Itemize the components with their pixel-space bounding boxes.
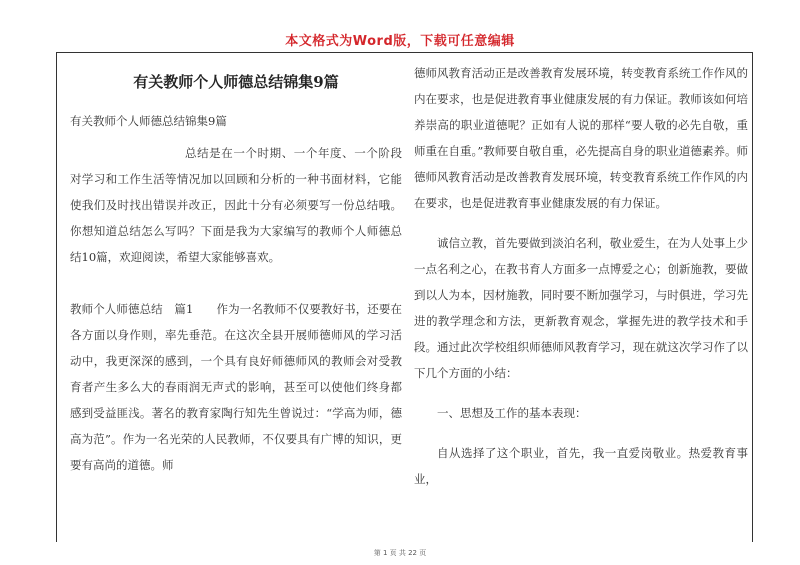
paragraph-gap: [70, 270, 402, 296]
page-number-footer: 第 1 页 共 22 页: [373, 549, 427, 557]
paragraph-gap: [414, 426, 748, 440]
intro-paragraph: 总结是在一个时期、一个年度、一个阶段对学习和工作生活等情况加以回顾和分析的一种书面材料，它能使我们及时找出错误并改正，因此十分有必须要写一份总结哦。你想知道总结怎么写吗？下面是我为大家编写的教师个人师德总结10篇，欢迎阅读，希望大家能够喜欢。: [70, 146, 402, 264]
right-paragraph-2: 诚信立教，首先要做到淡泊名利，敬业爱生，在为人处事上少一点名利之心，在教书育人方面多一点博爱之心；创新施教，要做到以人为本，因材施教，同时要不断加强学习，与时俱进，学习先进的教学理念和方法，更新教育观念，掌握先进的教学技术和手段。通过此次学校组织师德师风教育学习，现在就这次学习作了以下几个方面的小结：: [414, 236, 748, 380]
paragraph-gap: [414, 386, 748, 400]
top-border-line: [56, 52, 752, 53]
section-1-paragraph: 教师个人师德总结 篇1 作为一名教师不仅要教好书，还要在各方面以身作则，率先垂范。在这次全县开展师德师风的学习活动中，我更深深的感到，一个具有良好师德师风的教师会对受教育者产生多么大的春雨润无声式的影响，甚至可以使他们终身都感到受益匪浅。著名的教育家陶行知先生曾说过：“学高为师，德高为范”。作为一名光荣的人民教师，不仅要具有广博的知识，更要有高尚的道德。师: [70, 302, 402, 472]
paragraph-gap: [414, 216, 748, 230]
section-heading: 一、思想及工作的基本表现：: [437, 406, 587, 420]
left-border-line: [56, 52, 57, 542]
right-border-line: [752, 52, 753, 542]
right-paragraph-3: 自从选择了这个职业，首先，我一直爱岗敬业。热爱教育事业，: [414, 446, 748, 486]
document-title: 有关教师个人师德总结锦集9篇: [133, 73, 339, 91]
word-format-banner: 本文格式为Word版，下载可任意编辑: [285, 34, 515, 49]
left-column: [70, 60, 402, 540]
document-subtitle: 有关教师个人师德总结锦集9篇: [70, 114, 227, 128]
right-column: [414, 60, 748, 540]
right-paragraph-1: 德师风教育活动正是改善教育发展环境，转变教育系统工作作风的内在要求，也是促进教育事业健康发展的有力保证。教师该如何培养崇高的职业道德呢？正如有人说的那样“要人敬的必先自敬，重师重在自重。”教师要自敬自重，必先提高自身的职业道德素养。师德师风教育活动是改善教育发展环境，转变教育系统工作作风的内在要求，也是促进教育事业健康发展的有力保证。: [414, 66, 748, 210]
